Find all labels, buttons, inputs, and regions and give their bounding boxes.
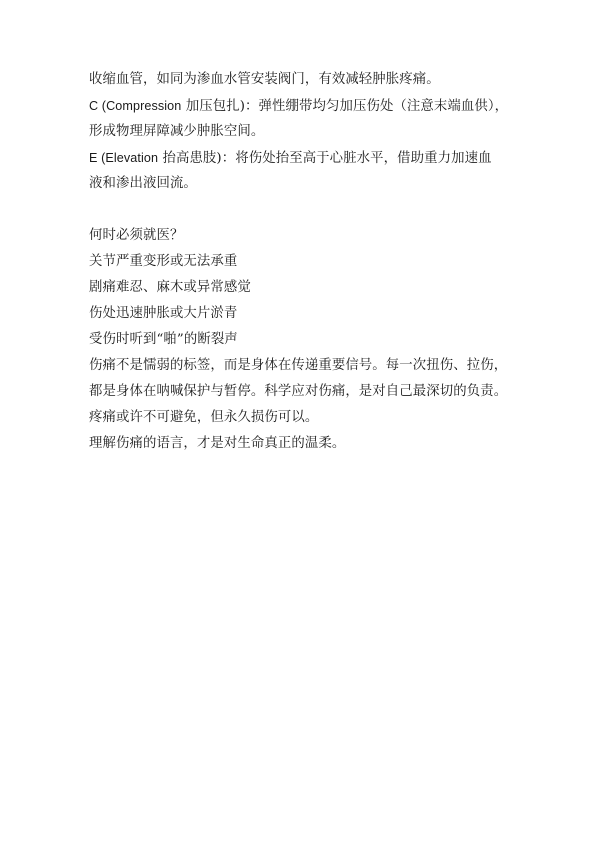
- section-question: 何时必须就医？: [89, 228, 184, 243]
- document-body: [89, 71, 519, 461]
- closing-line: 伤痛不是懦弱的标签，而是身体在传递重要信号。每一次扭伤、拉伤，: [89, 358, 508, 373]
- compression-line: [89, 97, 519, 115]
- compression-continuation: 形成物理屏障减少肿胀空间。: [89, 124, 265, 139]
- list-item: 受伤时听到“啪”的断裂声: [89, 332, 238, 347]
- compression-term: C (Compression: [89, 99, 182, 113]
- closing-line: 疼痛或许不可避免，但永久损伤可以。: [89, 410, 319, 425]
- paragraph-gap: [89, 201, 519, 227]
- paragraph-line: 收缩血管，如同为渗血水管安装阀门，有效减轻肿胀疼痛。: [89, 72, 440, 87]
- compression-description: 加压包扎)：弹性绷带均匀加压伤处（注意末端血供），: [181, 99, 509, 114]
- elevation-term: E (Elevation: [89, 151, 159, 165]
- elevation-description: 抬高患肢)：将伤处抬至高于心脏水平，借助重力加速血: [158, 151, 492, 166]
- closing-line: 都是身体在呐喊保护与暂停。科学应对伤痛，是对自己最深切的负责。: [89, 384, 508, 399]
- list-item: 伤处迅速肿胀或大片淤青: [89, 306, 238, 321]
- closing-line: 理解伤痛的语言，才是对生命真正的温柔。: [89, 436, 346, 451]
- list-item: 关节严重变形或无法承重: [89, 254, 238, 269]
- elevation-line: [89, 149, 519, 167]
- elevation-continuation: 液和渗出液回流。: [89, 176, 197, 191]
- list-item: 剧痛难忍、麻木或异常感觉: [89, 280, 251, 295]
